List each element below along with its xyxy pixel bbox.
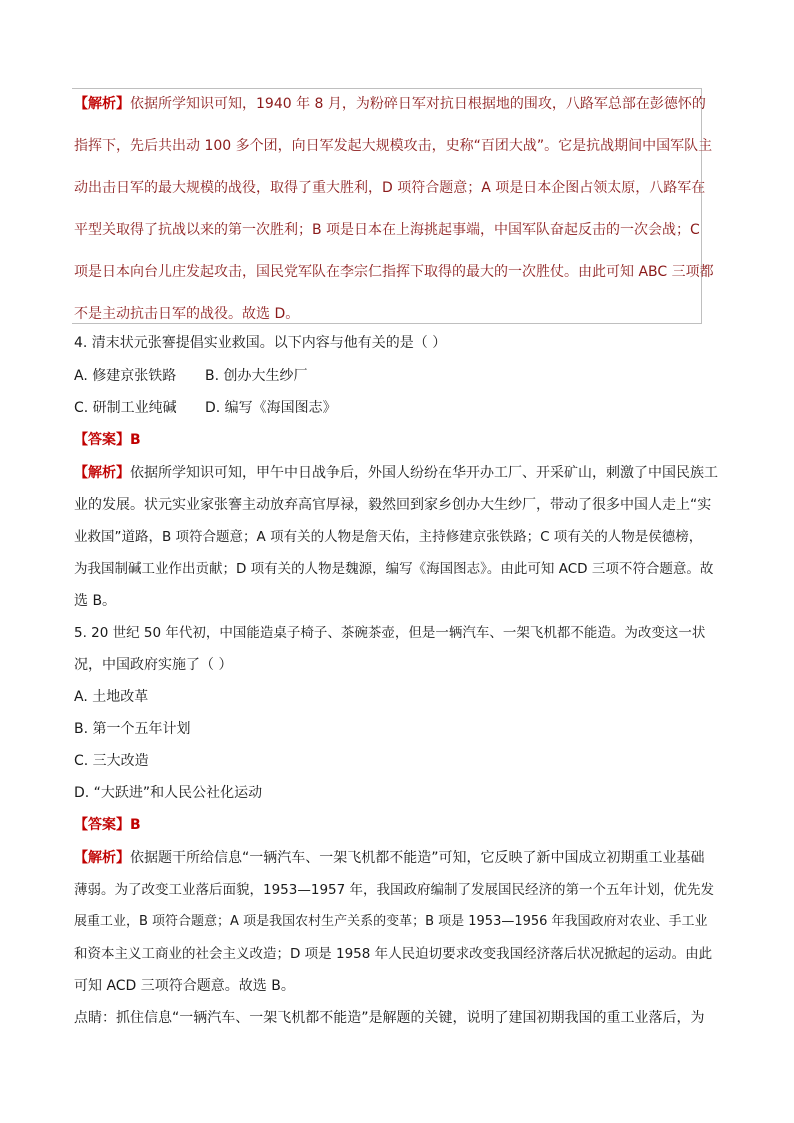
q4-analysis-line-1: 【解析】依据所学知识可知，甲午中日战争后，外国人纷纷在华开办工厂、开采矿山，刺激了中国民族工 <box>74 465 718 481</box>
box-line-6: 不是主动抗击日军的战役。故选 D。 <box>74 306 300 322</box>
q5-option-c: C. 三大改造 <box>74 753 149 769</box>
q5-option-a: A. 土地改革 <box>74 689 149 705</box>
q4-option-c: C. 研制工业纯碱 <box>74 400 177 416</box>
analysis-box <box>72 88 702 324</box>
box-line-4: 平型关取得了抗战以来的第一次胜利；B 项是日本在上海挑起事端，中国军队奋起反击的一次会战；C <box>74 222 700 238</box>
q4-analysis-line-2: 业的发展。状元实业家张謇主动放弃高官厚禄，毅然回到家乡创办大生纱厂，带动了很多中国人走上“实 <box>74 497 712 513</box>
q5-option-b: B. 第一个五年计划 <box>74 721 191 737</box>
q4-option-d: D. 编写《海国图志》 <box>205 400 337 416</box>
q4-option-a: A. 修建京张铁路 <box>74 368 177 384</box>
q5-analysis-line-3: 展重工业，B 项符合题意；A 项是我国农村生产关系的变革；B 项是 1953—1956 年我国政府对农业、手工业 <box>74 914 708 929</box>
q4-question: 4. 清末状元张謇提倡实业救国。以下内容与他有关的是（ ） <box>74 335 447 351</box>
q4-analysis-line-4: 为我国制碱工业作出贡献；D 项有关的人物是魏源，编写《海国图志》。由此可知 ACD 三项不符合题意。故 <box>74 561 714 577</box>
box-line-2: 指挥下，先后共出动 100 多个团，向日军发起大规模攻击，史称“百团大战”。它是抗战期间中国军队主 <box>74 138 713 154</box>
box-line-1: 【解析】依据所学知识可知，1940 年 8 月，为粉碎日军对抗日根据地的围攻，八路军总部在彭德怀的 <box>74 96 706 112</box>
box-line-3: 动出击日军的最大规模的战役，取得了重大胜利，D 项符合题意；A 项是日本企图占领太原，八路军在 <box>74 180 706 196</box>
q4-analysis-line-3: 业救国”道路，B 项符合题意；A 项有关的人物是詹天佑，主持修建京张铁路；C 项有关的人物是侯德榜， <box>74 529 703 545</box>
q5-analysis-line-5: 可知 ACD 三项符合题意。故选 B。 <box>74 978 295 994</box>
q5-tip-line: 点睛：抓住信息“一辆汽车、一架飞机都不能造”是解题的关键，说明了建国初期我国的重工业落后，为 <box>74 1010 705 1026</box>
q5-analysis-line-2: 薄弱。为了改变工业落后面貌，1953—1957 年，我国政府编制了发展国民经济的第一个五年计划，优先发 <box>74 882 715 898</box>
q5-question-line-2: 况，中国政府实施了（ ） <box>74 657 233 673</box>
q5-question-line-1: 5. 20 世纪 50 年代初，中国能造桌子椅子、茶碗茶壶，但是一辆汽车、一架飞机都不能造。为改变这一状 <box>74 625 706 641</box>
q4-analysis-line-5: 选 B。 <box>74 593 117 609</box>
q5-analysis-line-4: 和资本主义工商业的社会主义改造；D 项是 1958 年人民迫切要求改变我国经济落后状况掀起的运动。由此 <box>74 946 713 962</box>
q5-analysis-line-1: 【解析】依据题干所给信息“一辆汽车、一架飞机都不能造”可知，它反映了新中国成立初期重工业基础 <box>74 850 705 866</box>
q5-option-d: D. “大跃进”和人民公社化运动 <box>74 785 263 801</box>
box-line-5: 项是日本向台儿庄发起攻击，国民党军队在李宗仁指挥下取得的最大的一次胜仗。由此可知 ABC 三项都 <box>74 264 714 280</box>
q4-option-b: B. 创办大生纱厂 <box>205 368 308 384</box>
q4-answer: 【答案】B <box>74 432 141 448</box>
q5-answer: 【答案】B <box>74 817 141 833</box>
